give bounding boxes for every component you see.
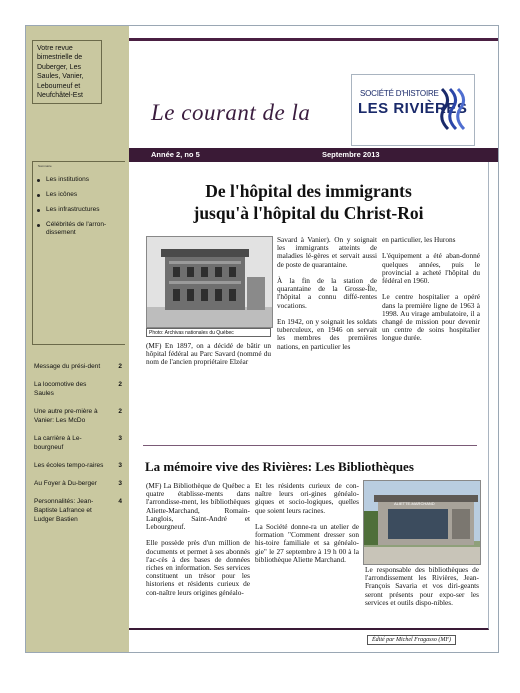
logo-text-bottom: LES RIVIÈRES [358, 100, 468, 117]
toc-page: 3 [118, 480, 122, 487]
table-of-contents [34, 362, 122, 533]
masthead-title: Le courant de la [151, 100, 311, 125]
contents-item: Les icônes [37, 191, 125, 199]
toc-title: La locomotive des Saules [34, 381, 87, 397]
article2-column2: Et les résidents curieux de con-naître leurs ori-gines généalo-giques et socio-logiques, quelles que soient leurs racines. La Société donne-ra un atelier de formation "Comment dresser son his-toire familiale et sa généalo-gie" le 27 septembre à 19 h 00 à la bibliothèque Aliette Marchand. [255, 481, 359, 564]
toc-entry [34, 434, 122, 452]
editor-credit: Édité par Michel Fragasso (MF) [367, 635, 456, 645]
issue-date: Septembre 2013 [322, 150, 380, 159]
toc-title: Message du prési-dent [34, 363, 101, 370]
wave-logo-icon [438, 87, 470, 131]
issue-number: Année 2, no 5 [151, 150, 200, 159]
top-rule [129, 38, 498, 41]
library-sign: ALIETTE-MARCHAND [394, 501, 435, 506]
contents-item: Célébrités de l'arron-dissement [37, 221, 125, 237]
toc-entry [34, 407, 122, 425]
logo-text-top: SOCIÉTÉ D'HISTOIRE [360, 89, 439, 98]
article1-title-line1: De l'hôpital des immigrants [205, 181, 412, 201]
contents-item: Les infrastructures [37, 206, 125, 214]
article1-column3: en particulier, les Hurons L'équipement a été aban-donné quelques années, puis le provincial a acheté l'hôpital du fédéral en 1960. Le centre hospitalier a opéré dans la première ligne de 1963 à 1998. Au virage ambulatoire, il a changé de mission pour devenir un centre de soins hospitalier longue durée. [382, 235, 480, 343]
hospital-photo [146, 236, 273, 328]
article1-title [129, 180, 488, 224]
library-photo [363, 480, 481, 565]
toc-entry [34, 380, 122, 398]
toc-page: 2 [118, 408, 122, 415]
issue-bar [129, 148, 498, 162]
article1-column2: Savard à Vanier). On y soignait les immigrants atteints de maladies lé-gères et servait aussi de poste de quarantaine. À la fin de la station de quarantaine de la Grosse-Île, l'hôpital a connu diffé-rentes vocations. En 1942, on y soignait les soldats tuberculeux, en 1946 on servait les membres des premières nations, en particulier les [277, 235, 377, 351]
article1-column1: (MF) En 1897, on a décidé de bâtir un hôpital fédéral au Parc Savard (nommé du nom de l'ancien propriétaire Elzéar [146, 341, 271, 367]
article2-title: La mémoire vive des Rivières: Les Bibliothèques [145, 459, 414, 474]
sidebar-intro: Votre revue bimestrielle de Duberger, Les Saules, Vanier, Lebourneuf et Neufchâtel-Est [32, 40, 102, 104]
toc-title: Une autre pre-mière à Vanier: Les McDo [34, 408, 98, 424]
article2-column3: Le responsable des bibliothèques de l'arrondissement les Rivières, Jean-François Savaria et vos diri-geants seront présents pour expo-ser les services et outils dispo-nibles. [365, 565, 479, 607]
toc-entry [34, 479, 122, 488]
toc-page: 2 [118, 363, 122, 370]
contents-list [33, 176, 125, 237]
society-logo [351, 74, 475, 146]
toc-page: 2 [118, 381, 122, 388]
toc-page: 3 [118, 435, 122, 442]
toc-title: Personnalités: Jean-Baptiste Lafrance et Ludger Bastien [34, 498, 94, 523]
contents-heading: Sommaire [38, 164, 52, 168]
sidebar [26, 26, 129, 652]
newsletter-page [25, 25, 499, 653]
section-divider [143, 445, 477, 446]
contents-item: Les institutions [37, 176, 125, 184]
photo-caption: Photo: Archivas nationales du Québec [146, 328, 271, 337]
toc-page: 4 [118, 498, 122, 505]
toc-entry [34, 461, 122, 470]
toc-entry [34, 362, 122, 371]
sidebar-contents [32, 161, 125, 345]
main-content [129, 162, 489, 630]
article1-title-line2: jusqu'à l'hôpital du Christ-Roi [193, 203, 424, 223]
toc-entry [34, 497, 122, 524]
toc-title: Au Foyer à Du-berger [34, 480, 97, 487]
toc-title: La carrière à Le-bourgneuf [34, 435, 82, 451]
article2-column1: (MF) La Bibliothèque de Québec a quatre établisse-ments dans l'arrondisse-ment, les bibliothèques Aliette-Marchand, Romain-Langlois, Saint-André et Lebourgneuf. Elle possède près d'un million de documents et permet à ses abonnés l'ac-cès à des bases de données riches en information. Ses services constituent un trésor pour les historiens et résidents curieux de con-naître leurs origines généalo- [146, 481, 250, 597]
masthead-area [129, 42, 498, 148]
toc-page: 3 [118, 462, 122, 469]
toc-title: Les écoles tempo-raires [34, 462, 104, 469]
